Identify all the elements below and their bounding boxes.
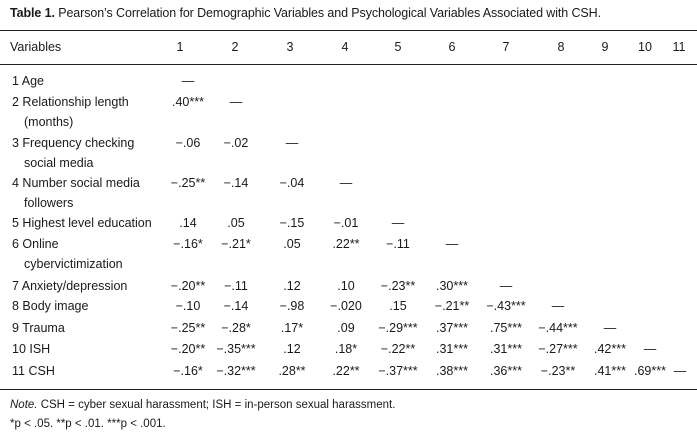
table-cell: .38***: [436, 364, 468, 378]
table-cell: −.11: [224, 279, 248, 293]
table-cell: —: [603, 321, 617, 335]
table-cell: —: [673, 364, 687, 378]
row-label-continuation: social media: [24, 156, 94, 170]
table-cell: —: [551, 299, 565, 313]
table-cell: .12: [283, 279, 301, 293]
header-rule: [0, 64, 697, 65]
note-text: CSH = cyber sexual harassment; ISH = in-person sexual harassment.: [37, 399, 396, 411]
row-label-line: 1 Age: [12, 74, 44, 88]
table-cell: .05: [227, 216, 245, 230]
column-header-6: 6: [448, 40, 456, 54]
table-cell: —: [445, 237, 459, 251]
table-cell: −.29***: [378, 321, 418, 335]
row-label: [12, 92, 170, 132]
table-cell: —: [229, 95, 243, 109]
row-label: [12, 276, 170, 296]
significance-note: *p < .05. **p < .01. ***p < .001.: [10, 418, 166, 430]
row-label: [12, 173, 170, 213]
table-cell: −.98: [279, 299, 305, 313]
table-cell: −.20**: [170, 342, 206, 356]
table-cell: −.06: [175, 136, 201, 150]
table-cell: −.21**: [434, 299, 470, 313]
table-cell: —: [499, 279, 513, 293]
table-caption: [10, 6, 601, 20]
row-label: [12, 318, 170, 338]
column-header-2: 2: [231, 40, 239, 54]
row-label: [12, 296, 170, 316]
row-label: [12, 234, 170, 274]
row-label-continuation: cybervictimization: [24, 257, 123, 271]
table-cell: .31***: [436, 342, 468, 356]
row-label-continuation: followers: [24, 196, 74, 210]
table-cell: −.27***: [538, 342, 578, 356]
table-cell: −.23**: [380, 279, 416, 293]
table-cell: —: [643, 342, 657, 356]
row-label: [12, 133, 170, 173]
table-title: Pearson’s Correlation for Demographic Variables and Psychological Variables Associated with CSH.: [58, 6, 601, 20]
column-header-8: 8: [557, 40, 565, 54]
column-header-3: 3: [286, 40, 294, 54]
table-cell: −.44***: [538, 321, 578, 335]
table-cell: −.16*: [173, 364, 203, 378]
table-cell: −.14: [223, 299, 249, 313]
table-cell: −.020: [330, 299, 362, 313]
column-header-5: 5: [394, 40, 402, 54]
table-cell: .05: [283, 237, 301, 251]
table-cell: .69***: [634, 364, 666, 378]
row-label-line: 6 Online: [12, 237, 59, 251]
row-label-line: 7 Anxiety/depression: [12, 279, 128, 293]
table-cell: —: [391, 216, 405, 230]
table-cell: —: [181, 74, 195, 88]
table-cell: −.37***: [378, 364, 418, 378]
table-cell: .31***: [490, 342, 522, 356]
table-cell: .37***: [436, 321, 468, 335]
table-cell: .09: [337, 321, 355, 335]
table-cell: .42***: [594, 342, 626, 356]
table-cell: −.28*: [221, 321, 251, 335]
table-cell: .12: [283, 342, 301, 356]
table-cell: .30***: [436, 279, 468, 293]
table-cell: −.20**: [170, 279, 206, 293]
table-cell: .18*: [334, 342, 358, 356]
row-label-line: 11 CSH: [12, 364, 55, 378]
table-cell: .41***: [594, 364, 626, 378]
table-cell: .22**: [332, 364, 360, 378]
table-cell: .28**: [278, 364, 306, 378]
table-cell: −.43***: [486, 299, 526, 313]
table-cell: −.10: [175, 299, 201, 313]
row-label-line: 10 ISH: [12, 342, 51, 356]
table-note: [10, 399, 395, 411]
row-label-line: 2 Relationship length: [12, 95, 129, 109]
table-cell: .17*: [280, 321, 304, 335]
table-cell: .36***: [490, 364, 522, 378]
column-header-4: 4: [341, 40, 349, 54]
row-label-line: 5 Highest level education: [12, 216, 152, 230]
row-label: [12, 339, 170, 359]
table-cell: −.22**: [380, 342, 416, 356]
column-header-11: 11: [672, 40, 686, 54]
table-cell: −.11: [386, 237, 410, 251]
table-cell: −.02: [223, 136, 249, 150]
row-label-line: 4 Number social media: [12, 176, 140, 190]
table-cell: −.15: [279, 216, 305, 230]
table-cell: −.14: [223, 176, 249, 190]
row-label-line: 8 Body image: [12, 299, 89, 313]
table-cell: −.01: [333, 216, 359, 230]
table-cell: .14: [179, 216, 197, 230]
bottom-rule: [0, 389, 697, 390]
row-label: [12, 361, 170, 381]
top-rule: [0, 30, 697, 31]
row-label: [12, 71, 170, 91]
table-cell: .75***: [490, 321, 522, 335]
table-cell: .10: [337, 279, 355, 293]
variables-header: Variables: [10, 40, 62, 54]
table-cell: .22**: [332, 237, 360, 251]
table-cell: −.21*: [221, 237, 251, 251]
table-label: Table 1.: [10, 6, 55, 20]
table-cell: .15: [389, 299, 407, 313]
table-cell: −.16*: [173, 237, 203, 251]
table-cell: −.23**: [540, 364, 576, 378]
table-cell: −.25**: [170, 176, 206, 190]
row-label: [12, 213, 170, 233]
column-header-7: 7: [502, 40, 510, 54]
table-cell: —: [285, 136, 299, 150]
table-cell: −.35***: [216, 342, 256, 356]
table-cell: −.04: [279, 176, 305, 190]
table-cell: .40***: [172, 95, 204, 109]
table-cell: −.25**: [170, 321, 206, 335]
row-label-continuation: (months): [24, 115, 74, 129]
column-header-10: 10: [638, 40, 652, 54]
row-label-line: 3 Frequency checking: [12, 136, 135, 150]
table-cell: −.32***: [216, 364, 256, 378]
column-header-9: 9: [601, 40, 609, 54]
row-label-line: 9 Trauma: [12, 321, 65, 335]
column-header-1: 1: [176, 40, 184, 54]
table-cell: —: [339, 176, 353, 190]
note-label: Note.: [10, 399, 38, 411]
